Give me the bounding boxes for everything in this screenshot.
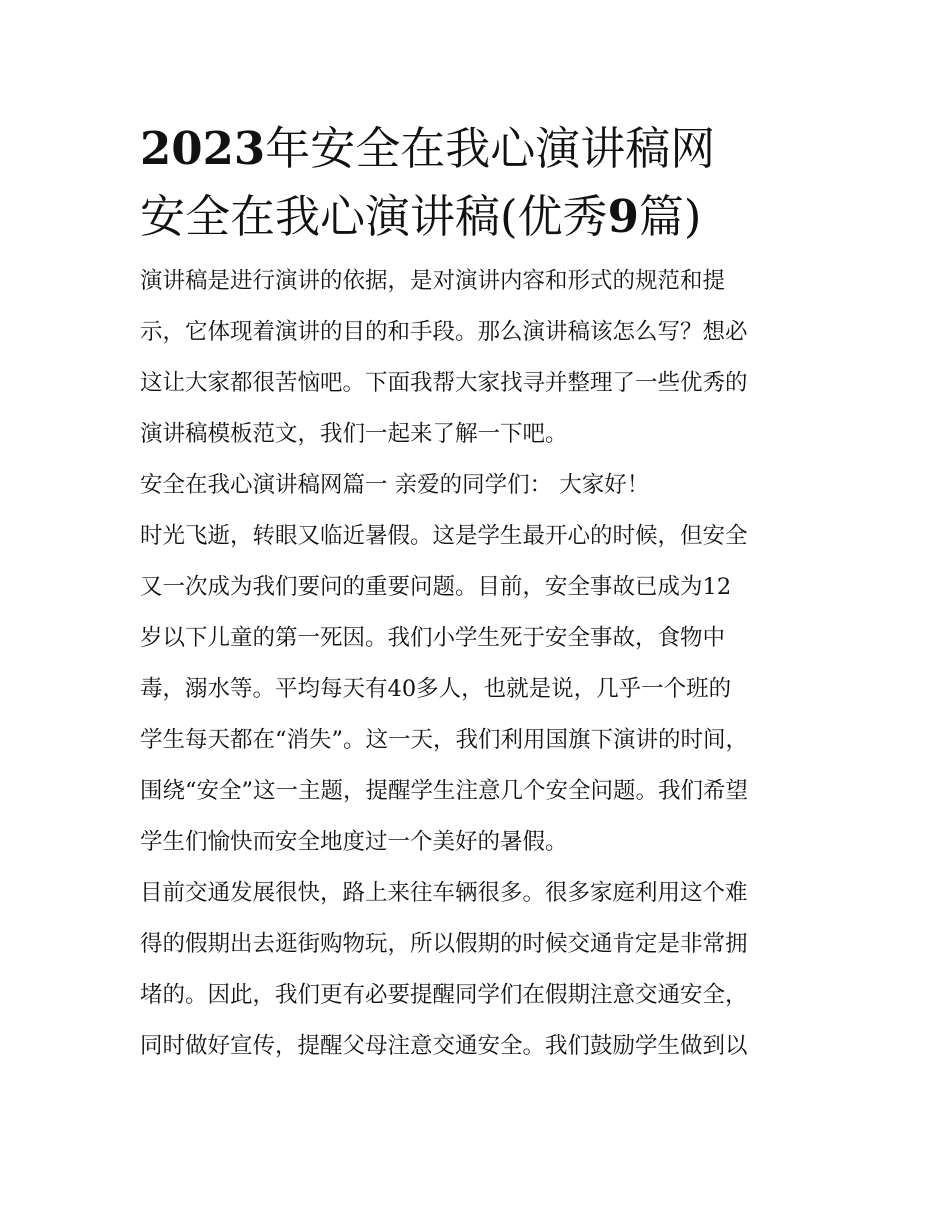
text-line: 得的假期出去逛街购物玩，所以假期的时候交通肯定是非常拥 — [140, 931, 748, 957]
title-line-1 — [140, 120, 815, 178]
document-body — [140, 256, 815, 1072]
text-line: 学生每天都在“消失”。这一天，我们利用国旗下演讲的时间， — [140, 727, 749, 753]
text-line: 示，它体现着演讲的目的和手段。那么演讲稿该怎么写？想必 — [140, 319, 748, 345]
title-line-2-text-b: 篇) — [638, 190, 702, 243]
title-count: 9 — [607, 190, 639, 243]
text-line: 目前交通发展很快，路上来往车辆很多。很多家庭利用这个难 — [140, 880, 748, 906]
text-line: 毒，溺水等。平均每天有40多人，也就是说，几乎一个班的 — [140, 676, 732, 702]
document-title — [140, 120, 815, 246]
title-line-2-text-a: 安全在我心演讲稿(优秀 — [140, 190, 608, 243]
text-line: 演讲稿是进行演讲的依据，是对演讲内容和形式的规范和提 — [140, 268, 726, 294]
text-line: 同时做好宣传，提醒父母注意交通安全。我们鼓励学生做到以 — [140, 1033, 748, 1059]
text-line: 堵的。因此，我们更有必要提醒同学们在假期注意交通安全， — [140, 982, 748, 1008]
text-line: 学生们愉快而安全地度过一个美好的暑假。 — [140, 829, 568, 855]
title-line-1-text: 年安全在我心演讲稿网 — [265, 122, 716, 175]
text-line: 又一次成为我们要问的重要问题。目前，安全事故已成为12 — [140, 574, 732, 600]
paragraph-greeting — [140, 460, 815, 511]
text-line: 时光飞逝，转眼又临近暑假。这是学生最开心的时候，但安全 — [140, 523, 748, 549]
paragraph-traffic-safety — [140, 868, 815, 1072]
title-year: 2023 — [140, 122, 266, 175]
text-line: 安全在我心演讲稿网篇一 亲爱的同学们： 大家好！ — [140, 472, 650, 498]
document-page — [140, 120, 815, 1072]
paragraph-summer-safety — [140, 511, 815, 868]
text-line: 演讲稿模板范文，我们一起来了解一下吧。 — [140, 421, 568, 447]
text-line: 岁以下儿童的第一死因。我们小学生死于安全事故，食物中 — [140, 625, 726, 651]
text-line: 围绕“安全”这一主题，提醒学生注意几个安全问题。我们希望 — [140, 778, 749, 804]
text-line: 这让大家都很苦恼吧。下面我帮大家找寻并整理了一些优秀的 — [140, 370, 748, 396]
paragraph-intro — [140, 256, 815, 460]
title-line-2 — [140, 188, 815, 246]
